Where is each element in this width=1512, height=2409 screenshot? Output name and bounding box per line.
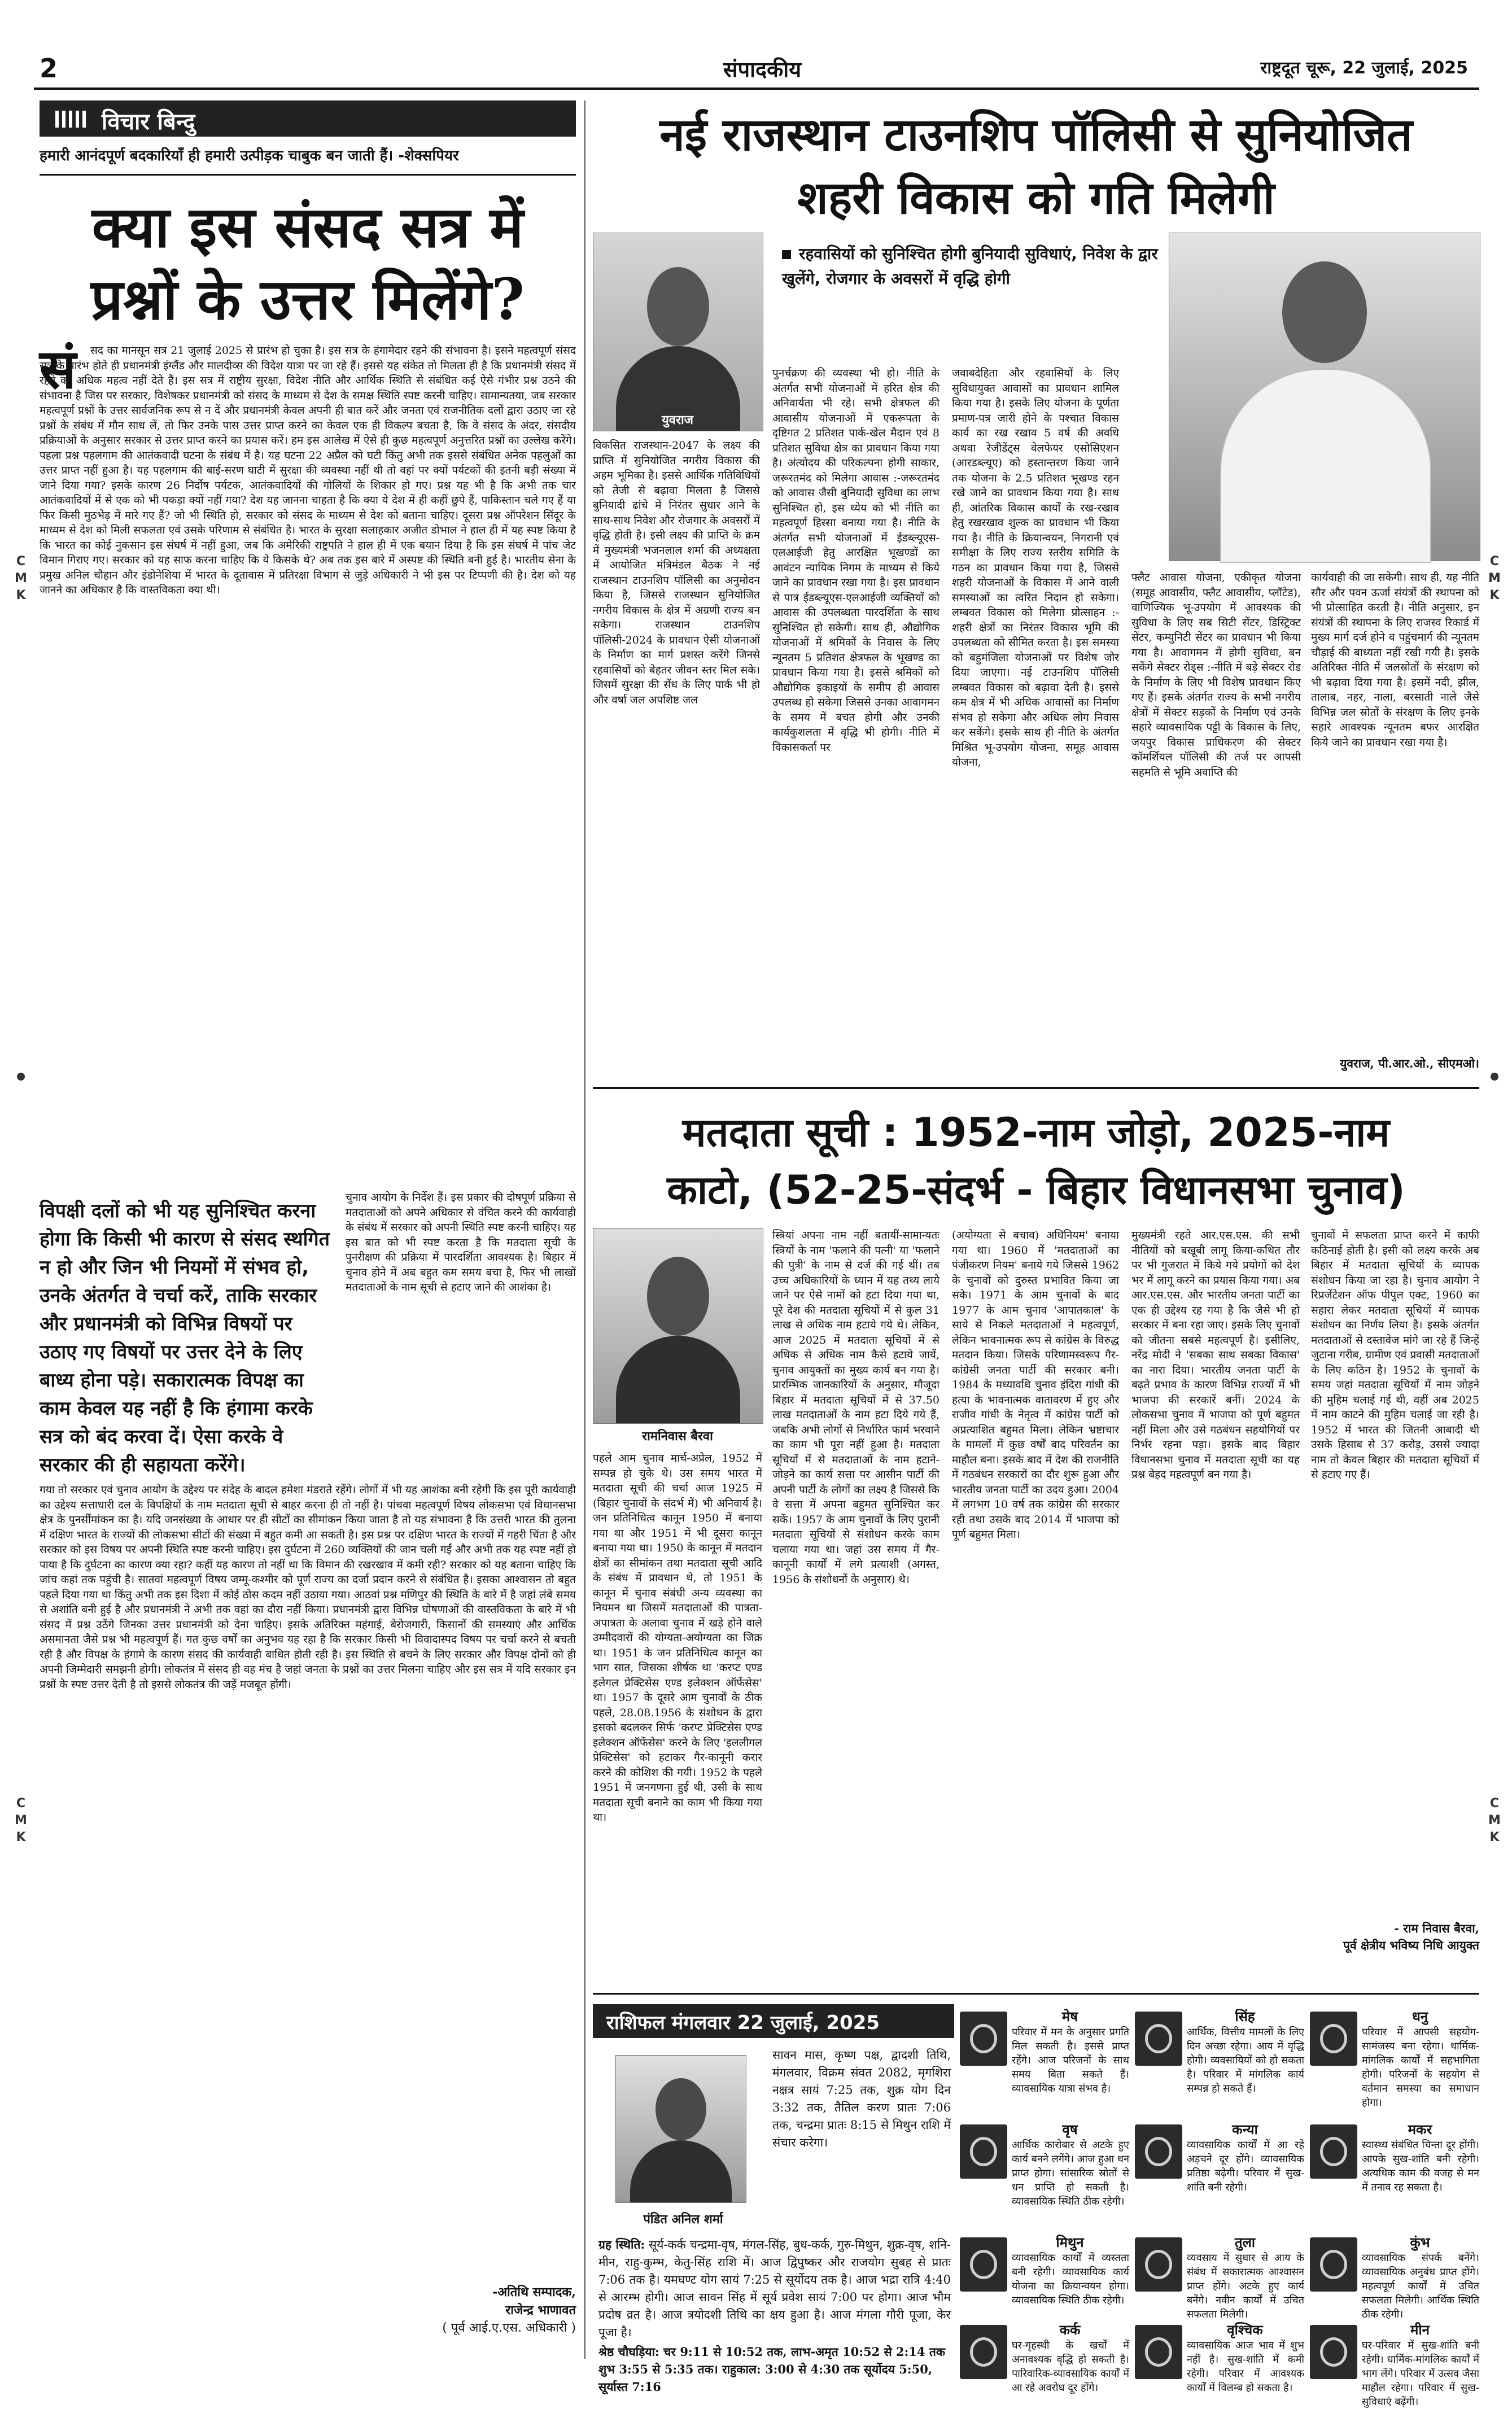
- aries-icon: [960, 2012, 1007, 2066]
- choghadiya-text: श्रेष्ठ चौघड़िया: चर 9:11 से 10:52 तक, लाभ-अमृत 10:52 से 2:14 तक शुभ 3:55 से 5:35 तक। राहुकाल: 3:00 से 4:30 तक सूर्योदय 5:50, सूर्यास्त 7:16: [598, 2345, 946, 2394]
- horoscope-tag: [593, 2004, 954, 2038]
- rashi-text: व्यवसाय में सुधार से आय के संबंध में सकारात्मक आश्वासन प्राप्त होंगे। अटके हुए कार्य बनेंगे। नवीन कार्यों में उचित सफलता मिलेगी।: [1187, 2252, 1304, 2320]
- township-article-col1: विकसित राजस्थान-2047 के लक्ष्य की प्राप्ति में सुनियोजित नगरीय विकास की अहम भूमिका है। इससे आर्थिक गतिविधियों को तेजी से बढ़ावा मिलता है जिससे बुनियादी ढांचे में निरंतर सुधार आने के साथ-साथ निवेश और रोजगार के अवसरों में वृद्धि होती है। इसी लक्ष्य की प्राप्ति के क्रम में मुख्यमंत्री भजनलाल शर्मा की अध्यक्षता में आयोजित मंत्रिमंडल बैठक ने नई राजस्थान टाउनशिप पॉलिसी का अनुमोदन किया है, जिससे राजस्थान सुनियोजित नगरीय विकास के क्षेत्र में अग्रणी राज्य बन सकेगा। राजस्थान टाउनशिप पॉलिसी-2024 के प्रावधान ऐसी योजनाओं के निर्माण का मार्ग प्रशस्त करेंगे जिनसे रहवासियों को बेहतर जीवन स्तर मिल सके। जिसमें सुरक्षा की सेंध के लिए पार्क भी हो और वर्षा जल अपशिष्ट जल: [593, 439, 760, 706]
- rashi-singh: [1135, 2007, 1304, 2114]
- township-article-col4: फ्लैट आवास योजना, एकीकृत योजना (समूह आवासीय, फ्लैट आवासीय, प्लॉटेड), वाणिज्यिक भू-उपयोग में आवश्यक की सुविधा के लिए सब सिटी सेंटर, डिस्ट्रिक्ट सेंटर, कम्युनिटी सेंटर का प्रावधान भी किया गया है। आवागमन में होगी सुविधा, बन सकेंगे सेक्टर रोड्स :-नीति में बड़े सेक्टर रोड के निर्माण के लिए भी विशेष प्रावधान किए गए हैं। इसके अंतर्गत राज्य के सभी नगरीय क्षेत्रों में सेक्टर सड़कों के निर्माण एवं उनके सहारे व्यावसायिक पट्टी के विकास के लिए, जयपुर विकास प्राधिकरण की सेक्टर कॉमर्शियल पॉलिसी की तर्ज पर आपसी सहमति से भूमि अवाप्ति की: [1131, 571, 1301, 779]
- editorial-byline-designation: ( पूर्व आई.ए.एस. अधिकारी ): [442, 2321, 576, 2335]
- reg-mark-m: M: [15, 571, 27, 585]
- registration-dot: [17, 1073, 25, 1081]
- reg-mark-k: K: [1489, 1830, 1500, 1844]
- scorpio-icon: [1135, 2325, 1182, 2379]
- rashi-vrishchik: [1135, 2320, 1304, 2397]
- author-photo: [593, 233, 763, 431]
- editorial-byline-role: -अतिथि सम्पादक,: [492, 2285, 576, 2299]
- reg-mark-k: K: [16, 1830, 26, 1844]
- reg-mark-c: C: [16, 554, 26, 569]
- township-article-byline: युवराज, पी.आर.ओ., सीएमओ।: [1340, 1056, 1479, 1070]
- registration-dot: [1491, 1073, 1498, 1081]
- vichar-bindu-label: विचार बिन्दु: [102, 109, 195, 135]
- township-article-col3: जवाबदेहिता और रहवासियों के लिए सुविधायुक्त आवासों का प्रावधान शामिल किया गया है। इसके लिए योजना के पूर्णता प्रमाण-पत्र जारी होने के पश्चात विकास कार्य का रख रखाव 5 वर्ष की अवधि अथवा रेजीडेंट्स वेलफेयर एसोसिएशन (आरडब्ल्यूए) को हस्तान्तरण किया जाने तक योजना के 2.5 प्रतिशत भूखण्ड रहन रखे जाने का प्रावधान किया गया है। साथ ही, आंतरिक विकास कार्यों के रख-रखाव हेतु रखरखाव शुल्क का प्रावधान भी किया गया है। नीति के क्रियान्वयन, निगरानी एवं समीक्षा के लिए राज्य स्तरीय समिति के गठन का प्रावधान किया गया है, जिससे शहरी योजनाओं के विकास में आने वाली समस्याओं का त्वरित निदान हो सकेगा। लम्बवत विकास को मिलेगा प्रोत्साहन :-शहरी क्षेत्रों का निरंतर विकास भूमि की उपलब्धता को सीमित करता है। इस समस्या को बहुमंजिला योजनाओं पर विशेष जोर दिया जाएगा। नई टाउनशिप पॉलिसी लम्बवत विकास को बढ़ावा देती है। इससे कम क्षेत्र में भी अधिक आवासों का निर्माण संभव हो सकेगा और अधिक लोग निवास कर सकेंगे। इसके साथ ही नीति के अंतर्गत मिश्रित भू-उपयोग योजना, समूह आवास योजना,: [952, 367, 1119, 768]
- gemini-icon: [960, 2237, 1007, 2292]
- capricorn-icon: [1310, 2124, 1357, 2179]
- virgo-icon: [1135, 2124, 1182, 2179]
- bullet-icon: [782, 250, 791, 259]
- editorial-headline: [40, 191, 576, 335]
- rashi-kanya: [1135, 2120, 1304, 2227]
- column-divider: [584, 100, 585, 2359]
- rashi-name: कर्क: [1059, 2322, 1081, 2338]
- rashi-name: मीन: [1410, 2322, 1430, 2338]
- leo-icon: [1135, 2012, 1182, 2066]
- article-divider: [593, 1993, 1479, 1995]
- author-photo: [593, 1228, 763, 1424]
- pull-quote: विपक्षी दलों को भी यह सुनिश्चित करना होगा कि किसी भी कारण से संसद स्थगित न हो और जिन भी नियमों में संभव हो, उनके अंतर्गत वे चर्चा करें, ताकि सरकार और प्रधानमंत्री को विभिन्न विषयों पर उठाए गए विषयों पर उत्तर देने के लिए बाध्य होना पड़े। सकारात्मक विपक्ष का काम केवल यह नहीं है कि हंगामा करके सत्र को बंद करवा दें। ऐसा करके वे सरकार की ही सहायता करेंगे।: [40, 1200, 330, 1476]
- reg-mark-k: K: [16, 588, 26, 602]
- horoscope-tag-label: राशिफल मंगलवार 22 जुलाई, 2025: [606, 2012, 880, 2034]
- registration-marks-right-top: [1486, 553, 1503, 604]
- voter-article-col2: स्त्रियां अपना नाम नहीं बतायीं-सामान्यतः स्त्रियों के नाम 'फलाने की पत्नी' या 'फलाने की पुत्री' के नाम से दर्ज की गई थीं। तब उच्च अधिकारियों के ध्यान में यह तथ्य लाये जाने पर ऐसे नामों को हटा दिया गया था, पूरे देश की मतदाता सूचियों में से कुल 31 लाख से अधिक नाम हटाये गये थे। लेकिन, आज 2025 में मतदाता सूचियों में से अधिक से अधिक नाम कैसे हटाये जायें, चुनाव आयुक्तों का मुख्य कार्य बन गया है। प्रारम्भिक जानकारियों के अनुसार, मौजूदा बिहार में मतदाता सूचियों में से 37.50 लाख मतदाताओं के नाम हटा दिये गये हैं, जबकि अभी लोगों से निर्धारित फार्म भरवाने का काम भी पूरा नहीं हुआ है। मतदाता सूचियों में से मतदाताओं के नाम हटाने-जोड़ने का कार्य सत्ता पर आसीन पार्टी की अपनी पार्टी के लोगों का लक्ष्य है जिससे कि वे सत्ता में अपना बहुमत सुनिश्चित कर सकें। 1957 के आम चुनावों के लिए पुरानी मतदाता सूचियों से संशोधन करके काम चलाया गया था। जहां उस समय में गैर-कानूनी कार्यों में लगे प्रत्याशी (अगस्त, 1956 के संशोधनों के अनुसार) थे।: [772, 1229, 939, 1586]
- township-article-headline: [593, 103, 1479, 229]
- rashi-kark: [960, 2320, 1129, 2397]
- township-headline-line1: नई राजस्थान टाउनशिप पॉलिसी से सुनियोजित: [659, 108, 1413, 161]
- voter-headline-line1: मतदाता सूची : 1952-नाम जोड़ो, 2025-नाम: [682, 1109, 1390, 1156]
- rashi-text: व्यावसायिक आज भाव में शुभ नहीं है। सुख-शांति में कमी रहेगी। परिवार में आवश्यक कार्यों में विलम्ब हो सकता है।: [1187, 2340, 1304, 2394]
- township-article-col5: कार्यवाही की जा सकेगी। साथ ही, यह नीति सौर और पवन ऊर्जा संयंत्रों की स्थापना को भी प्रोत्साहित करती है। नीति अनुसार, इन संयंत्रों की स्थापना के लिए राजस्व रिकार्ड में मुख्य मार्ग दर्ज होने व पहुंचमार्ग की न्यूनतम चौड़ाई की बाध्यता नहीं रखी गयी है। इसके अतिरिक्त नीति में जलस्रोतों के संरक्षण को भी बढ़ावा दिया गया है। इसमें नदी, झील, तालाब, नहर, नाला, बरसाती नाले जैसे विभिन्न जल स्रोतों के संरक्षण के लिए इनके सहारे आवश्यक न्यूनतम बफर आरक्षित किये जाने का प्रावधान रखा गया है।: [1311, 571, 1479, 749]
- voter-article-col5: चुनावों में सफलता प्राप्त करने में काफी कठिनाई होती है। इसी को लक्ष्य करके अब बिहार में मतदाता सूचियों के व्यापक संशोधन किया जा रहा है। चुनाव आयोग ने रिप्रजेंटेशन ऑफ पीपुल एक्ट, 1960 का सहारा लेकर मतदाता सूचियों में व्यापक संशोधन का निर्णय लिया है। इसके अंतर्गत मतदाताओं से दस्तावेज मांगे जा रहे हैं जिन्हें जुटाना गरीब, ग्रामीण एवं प्रवासी मतदाताओं के लिए कठिन है। 1952 के चुनावों के समय जहां मतदाता सूचियों में नाम जोड़ने की मुहिम चलाई गई थी, वहीं अब 2025 में नाम काटने की मुहिम चलाई जा रही है। 1952 में भारत की जितनी आबादी थी उसके हिसाब से 37 करोड़, उससे ज्यादा नाम तो केवल बिहार की मतदाता सूचियों में से हटाए गए हैं।: [1311, 1229, 1479, 1481]
- voter-article-col4: मुख्यमंत्री रहते आर.एस.एस. की सभी नीतियों को बखूबी लागू किया-कथित तौर पर भी गुजरात में किये गये प्रयोगों को देश भर में लागू करने का प्रयास किया गया। अब आर.एस.एस. और भारतीय जनता पार्टी का एक ही उद्देश्य रह गया है कि जैसे भी हो सरकार में बना रहा जाए। इसके लिए चुनावों को जीतना सबसे महत्वपूर्ण है। इसीलिए, नरेंद्र मोदी ने 'सबका साथ सबका विकास' का नारा दिया। भारतीय जनता पार्टी के बढ़ते प्रभाव के कारण विभिन्न राज्यों में भी भाजपा की सरकारें बनीं। 2024 के लोकसभा चुनाव में भाजपा को पूर्ण बहुमत नहीं मिला और उसे गठबंधन सहयोगियों पर निर्भर रहना पड़ा। इसके बाद बिहार विधानसभा चुनाव में मतदाता सूची का यह प्रश्न बेहद महत्वपूर्ण बन गया है।: [1131, 1229, 1300, 1481]
- editorial-headline-line1: क्या इस संसद सत्र में: [91, 194, 524, 260]
- rashi-meen: [1310, 2320, 1479, 2408]
- cancer-icon: [960, 2325, 1007, 2379]
- rashi-text: व्यावसायिक संपर्क बनेंगे। व्यावसायिक अनुबंध प्राप्त होंगे। महत्वपूर्ण कार्यों में उचित सफलता मिलेगी। आर्थिक स्थिति ठीक रहेगी।: [1362, 2252, 1479, 2320]
- article-divider: [593, 1087, 1479, 1089]
- reg-mark-m: M: [15, 1813, 27, 1827]
- editorial-body-part1: [40, 337, 576, 1190]
- panchang-text: सावन मास, कृष्ण पक्ष, द्वादशी तिथि, मंगलवार, विक्रम संवत 2082, मृगशिरा नक्षत्र सायं 7:25 तक, शुक्र योग दिन 3:32 तक, तैतिल करण प्रातः 7:06 तक, चन्द्रमा प्रातः 8:15 से मिथुन राशि में संचार करेगा।: [772, 2048, 951, 2149]
- header-rule: [34, 88, 1479, 90]
- masthead: राष्ट्रदूत चूरू, 22 जुलाई, 2025: [1260, 58, 1468, 78]
- pisces-icon: [1310, 2325, 1357, 2379]
- author-photo-caption: युवराज: [661, 413, 693, 427]
- rashi-name: सिंह: [1235, 2009, 1255, 2025]
- thought-quote: हमारी आनंदपूर्ण बदकारियाँ ही हमारी उत्पीड़क चाबुक बन जाती हैं। -शेक्सपियर: [40, 147, 459, 164]
- graha-sthiti-text: सूर्य-कर्क चन्द्रमा-वृष, मंगल-सिंह, बुध-कर्क, गुरु-मिथुन, शुक्र-वृष, शनि-मीन, राहु-कुम्भ, केतु-सिंह राशि में। आज द्विपुष्कर और राजयोग सुबह से प्रातः 7:06 तक है। यमघण्ट योग सायं 7:25 से सूर्योदय तक है। आज भद्रा रात्रि 4:40 से आरम्भ होगी। आज सावन सिंह में सूर्य प्रवेश सायं 7:00 पर होगा। आज भौम प्रदोष व्रत है। आज त्रयोदशी तिथि का क्षय हुआ है। आज मंगला गौरी पूजा, केर पूजा है।: [598, 2238, 951, 2339]
- reg-mark-c: C: [16, 1796, 26, 1811]
- reg-mark-m: M: [1488, 571, 1501, 585]
- township-article-deck: [782, 242, 1188, 291]
- reg-mark-c: C: [1489, 554, 1500, 569]
- registration-marks-right-bottom: [1486, 1795, 1503, 1846]
- quote-divider: [40, 174, 576, 176]
- page-number: 2: [40, 53, 58, 84]
- rashi-text: परिवार में आपसी सहयोग-सामंजस्य बना रहेगा। धार्मिक-मांगलिक कार्यों में सहभागिता होगी। परिजनों के सहयोग से वर्तमान समस्या का समाधान होगा।: [1362, 2026, 1479, 2109]
- rashi-text: आर्थिक, वित्तीय मामलों के लिए दिन अच्छा रहेगा। आय में वृद्धि होगी। व्यवसायियों को हो सकता है। परिवार में मांगलिक कार्य सम्पन्न हो सकते हैं।: [1187, 2026, 1304, 2095]
- rashi-dhanu: [1310, 2007, 1479, 2114]
- voter-article-col3: (अयोग्यता से बचाव) अधिनियम' बनाया गया था। 1960 में 'मतदाताओं का पंजीकरण नियम' बनाये गये जिससे 1962 के चुनावों को दुरुस्त प्रभावित किया जा सके। 1971 के आम चुनावों के बाद 1977 के आम चुनाव 'आपातकाल' के साये से निकले मतदाताओं ने महत्वपूर्ण, लेकिन भावनात्मक रूप से कांग्रेस के विरुद्ध मतदान किया। जिसके परिणामस्वरूप गैर-कांग्रेसी जनता पार्टी की सरकार बनी। 1984 के मध्यावधि चुनाव इंदिरा गांधी की हत्या के भावनात्मक वातावरण में हुए और राजीव गांधी के नेतृत्व में कांग्रेस पार्टी को अप्रत्याशित बहुमत मिला। लेकिन भ्रष्टाचार के मामलों में कुछ वर्षों बाद परिवर्तन का माहौल बना। इसके बाद में देश की राजनीति में गठबंधन सरकारों का दौर शुरू हुआ और भारतीय जनता पार्टी का उदय हुआ। 2004 में लगभग 10 वर्ष तक कांग्रेस की सरकार रही तथा उसके बाद 2014 में भाजपा को पूर्ण बहुमत मिला।: [952, 1229, 1119, 1541]
- graha-sthiti-label: ग्रह स्थिति:: [598, 2237, 645, 2251]
- voter-list-article-headline: [593, 1104, 1479, 1219]
- rashi-makar: [1310, 2120, 1479, 2227]
- rashi-text: व्यावसायिक कार्यों में व्यस्तता बनी रहेगी। व्यावसायिक कार्य योजना का क्रियान्वयन होगा। व्यावसायिक स्थिति ठीक रहेगी।: [1012, 2252, 1129, 2306]
- voter-article-byline-name: - राम निवास बैरवा,: [1394, 1921, 1479, 1935]
- rashi-text: परिवार में मन के अनुसार प्रगति मिल सकती है। इससे प्राप्त रहेंगे। आज परिजनों के साथ समय बिता सकते हैं। व्यावसायिक यात्रा संभव है।: [1012, 2026, 1129, 2095]
- rashi-name: वृष: [1062, 2122, 1078, 2137]
- astrologer-name: पंडित अनिल शर्मा: [643, 2213, 723, 2227]
- township-article-col2: पुनर्चक्रण की व्यवस्था भी हो। नीति के अंतर्गत सभी योजनाओं में हरित क्षेत्र की अनिवार्यता भी रहे। सभी क्षेत्रफल की आवासीय योजनाओं में एकरूपता के दृष्टिगत 2 प्रतिशत पार्क-खेल मैदान एवं 8 प्रतिशत सुविधा क्षेत्र का प्रावधान किया गया है। अंत्योदय की परिकल्पना होगी साकार, जरूरतमंद को मिलेगा आवास :-जरूरतमंद को आवास जैसी बुनियादी सुविधा का लाभ सुनिश्चित हो, इस ध्येय को भी नीति का महत्वपूर्ण हिस्सा बनाया गया है। नीति के अंतर्गत सभी योजनाओं में ईडब्ल्यूएस-एलआईजी हेतु आरक्षित भूखण्डों का आवंटन न्यायिक निगम के माध्यम से किये जाने का प्रावधान रखा गया है। इस प्रावधान से पात्र ईडब्ल्यूएस-एलआईजी व्यक्तियों को आवास की उपलब्धता पारदर्शिता के साथ सुनिश्चित हो सकेगी। साथ ही, औद्योगिक योजनाओं में श्रमिकों के निवास के लिए न्यूनतम 5 प्रतिशत क्षेत्रफल के भूखण्ड का प्रावधान किया गया है। इससे श्रमिकों को औद्योगिक इकाइयों के समीप ही आवास उपलब्ध हो सकेगा जिससे उनका आवागमन के समय में बचत होगी और उनकी कार्यकुशलता में वृद्धि भी होगी। नीति में विकासकर्ता पर: [772, 367, 939, 754]
- registration-marks-left-top: [12, 553, 29, 604]
- sagittarius-icon: [1310, 2012, 1357, 2066]
- graha-sthiti: [598, 2236, 951, 2341]
- libra-icon: [1135, 2237, 1182, 2292]
- astrologer-photo: [615, 2055, 746, 2203]
- rashi-name: मेष: [1061, 2009, 1078, 2025]
- taurus-icon: [960, 2124, 1007, 2179]
- rashi-name: कुंभ: [1410, 2235, 1430, 2250]
- voter-headline-line2: काटो, (52-25-संदर्भ - बिहार विधानसभा चुनाव): [667, 1167, 1405, 1213]
- township-deck-text: रहवासियों को सुनिश्चित होगी बुनियादी सुविधाएं, निवेश के द्वार खुलेंगे, रोजगार के अवसरों में वृद्धि होगी: [782, 244, 1158, 288]
- section-title: संपादकीय: [723, 57, 802, 82]
- rashi-name: वृश्चिक: [1227, 2322, 1263, 2338]
- reg-mark-k: K: [1489, 588, 1500, 602]
- chief-minister-photo: [1169, 233, 1480, 561]
- rashi-vrish: [960, 2120, 1129, 2227]
- rashi-text: आर्थिक कारोबार से अटके हुए कार्य बनने लगेंगे। आज हुआ धन प्राप्त होगा। सांसारिक स्रोतों से धन प्राप्ति हो सकती है। व्यावसायिक स्थिति ठीक रहेगी।: [1012, 2139, 1129, 2207]
- drop-cap: सं: [40, 337, 76, 401]
- rashi-text: घर-गृहस्थी के खर्चों में अनावश्यक वृद्धि हो सकती है। पारिवारिक-व्यावसायिक कार्यों में आ रहे अवरोध दूर होंगे।: [1012, 2340, 1129, 2394]
- reg-mark-c: C: [1489, 1796, 1500, 1811]
- voter-article-col1: पहले आम चुनाव मार्च-अप्रेल, 1952 में सम्पन्न हो चुके थे। उस समय भारत में मतदाता सूची की चर्चा आज 1925 में (बिहार चुनावों के संदर्भ में) भी अनिवार्य है। जन प्रतिनिधित्व कानून 1950 में बनाया गया था और 1951 में भी दूसरा कानून बनाया गया था। 1950 के कानून में मतदान क्षेत्रों का सीमांकन तथा मतदाता सूची आदि के संबंध में प्रावधान थे, तो 1951 के कानून में चुनाव संबंधी अन्य व्यवस्था का नियमन था जिसमें मतदाताओं की पात्रता-अपात्रता के अलावा चुनाव में खड़े होने वाले उम्मीदवारों की योग्यता-अयोग्यता का जिक्र था। 1951 के जन प्रतिनिधित्व कानून का भाग सात, जिसका शीर्षक था 'करप्ट एण्ड इलेगल प्रेक्टिसेस एण्ड इलेक्शन ऑफेंसेस' था। 1957 के दूसरे आम चुनावों के ठीक पहले, 28.08.1956 के संशोधन के द्वारा इसको बदलकर सिर्फ 'करप्ट प्रेक्टिसेस एण्ड इलेक्शन ऑफेंसेस' करने के लिए 'इललीगल प्रेक्टिसेस' को हटाकर गैर-कानूनी करार करने की कोशिश की गयी। 1952 के पहले 1951 में जनगणना हुई थी, उसी के साथ मतदाता सूची बनाने का काम भी किया गया था।: [593, 1452, 762, 1824]
- aquarius-icon: [1310, 2237, 1357, 2292]
- editorial-headline-line2: प्रश्नों के उत्तर मिलेंगे?: [91, 266, 525, 333]
- reg-mark-m: M: [1488, 1813, 1501, 1827]
- rashi-name: कन्या: [1232, 2122, 1258, 2137]
- rashi-name: मिथुन: [1056, 2235, 1084, 2250]
- voter-article-byline-designation: पूर्व क्षेत्रीय भविष्य निधि आयुक्त: [1343, 1938, 1479, 1952]
- editorial-body-part2: चुनाव आयोग के निर्देश हैं। इस प्रकार की दोषपूर्ण प्रक्रिया से मतदाताओं को अपने अधिकार से वंचित करने की कार्यवाही के संबंध में सरकार को अपनी स्थिति स्पष्ट करनी चाहिए। यह इस बात को भी स्पष्ट करता है कि मतदाता सूची के पुनरीक्षण की प्रक्रिया में पारदर्शिता आवश्यक है। बिहार में चुनाव होने में अब बहुत कम समय बचा है, फिर भी लाखों मतदाताओं के नाम सूची से हटाए जाने की आशंका है।: [346, 1191, 576, 1293]
- rashi-name: तुला: [1234, 2235, 1256, 2250]
- rashi-mesh: [960, 2007, 1129, 2114]
- author-photo-caption: रामनिवास बैरवा: [642, 1429, 713, 1444]
- rashi-text: व्यावसायिक कार्यों में आ रहे अड़चने दूर होंगे। व्यावसायिक प्रतिष्ठा बढ़ेगी। परिवार में सुख-शांति बनी रहेगी।: [1187, 2139, 1304, 2193]
- editorial-byline-name: राजेन्द्र भाणावत: [505, 2303, 576, 2318]
- rashi-text: घर-परिवार में सुख-शांति बनी रहेगी। धार्मिक-मांगलिक कार्यों में भाग लेंगे। परिवार में उत्सव जैसा माहौल रहेगा। परिवार में सुख-सुविधाएं बढ़ेंगी।: [1362, 2340, 1479, 2408]
- township-headline-line2: शहरी विकास को गति मिलेगी: [797, 171, 1275, 224]
- vichar-bindu-tag: [40, 100, 576, 137]
- registration-marks-left-bottom: [12, 1795, 29, 1846]
- editorial-body-text1: सद का मानसून सत्र 21 जुलाई 2025 से प्रारंभ हो चुका है। इस सत्र के हंगामेदार रहने की संभावना है। इसने महत्वपूर्ण संसद सत्र के प्रारंभ होते ही प्रधानमंत्री इंग्लैंड और मालदीव्स की विदेश यात्रा पर जा रहे हैं। इससे यह संकेत तो मिलता ही है कि प्रधानमंत्री संसद में रहने को अधिक महत्व नहीं देते हैं। इस सत्र में राष्ट्रीय सुरक्षा, विदेश नीति और आर्थिक स्थिति से संबंधित कई ऐसे गंभीर प्रश्न उठने की संभावना है जिस पर सरकार, विशेषकर प्रधानमंत्री को संसद के माध्यम से देश के समक्ष स्थिति स्पष्ट करनी चाहिए। सामान्यतया, जब सरकार महत्वपूर्ण प्रश्नों के उत्तर सार्वजनिक रूप से न दें और प्रधानमंत्री केवल अपनी ही बात करें और जनता एवं राजनीतिक दलों द्वारा उठाए जा रहे प्रश्नों के संबंध में मौन साध लें, तो फिर उनके पास उत्तर प्राप्त करने का केवल एक ही विकल्प बचता है, कि वे संसद के अंदर, संसदीय प्रक्रियाओं के अनुसार सरकार से उत्तर प्राप्त करने का प्रयास करें। हम इस आलेख में ऐसे ही कुछ महत्वपूर्ण अनुत्तरित प्रश्नों का उल्लेख करेंगे। पहला प्रश्न पहलगाम की आतंकवादी घटना के संबंध में है। यह घटना 22 अप्रैल को घटी किंतु अभी तक इससे संबंधित अनेक पहलुओं का उत्तर प्राप्त नहीं हुआ है। यह पहलगाम की बाई-सरण घाटी में सुरक्षा की व्यवस्था नहीं थी तो वहां पर क्यों पर्यटकों की इतनी बड़ी संख्या में जाने दिया गया? इसके कारण 26 निर्दोष पर्यटक, आतंकवादियों की गोलियों के शिकार हो गए। प्रश्न यह भी है कि अभी तक चार आतंकवादियों में से एक को भी पकड़ा क्यों नहीं गया? देश यह जानना चाहता है कि क्या ये देश में ही कहीं छुपे हैं, पाकिस्तान चले गए हैं या फिर किसी मुठभेड़ में मारे गए हैं? जो भी स्थिति हो, सरकार को संसद के माध्यम से देश को बताना चाहिए। दूसरा प्रश्न ऑपरेशन सिंदूर के माध्यम से देश को मिली सफलता एवं उसके परिणाम से संबंधित है। भारत के सुरक्षा सलाहकार अजीत डोभाल ने हाल ही में यह स्पष्ट किया है कि भारत का कोई नुकसान इस संघर्ष में नहीं हुआ, जब कि अमेरिकी राष्ट्रपति ने हाल ही में एक बयान दिया है कि इस संघर्ष में पांच जेट विमान गिराए गए। सरकार को यह साफ करना चाहिए कि ये किसके थे? अब तक इस बारे में अस्पष्ट की स्थिति बनी हुई है। भारतीय सेना के प्रमुख अनिल चौहान और इंडोनेशिया में भारत के दूतावास में प्रतिरक्षा विभाग से जुड़े अधिकारी ने भी इस पर टिप्पणी की है। देश को यह जानने का अधिकार है कि वास्तविकता क्या थी।: [40, 344, 576, 596]
- rashi-name: मकर: [1408, 2122, 1432, 2137]
- editorial-body-part3: गया तो सरकार एवं चुनाव आयोग के उद्देश्य पर संदेह के बादल हमेशा मंडराते रहेंगे। लोगों में भी यह आशंका बनी रहेगी कि इस पूरी कार्यवाही का उद्देश्य सत्ताधारी दल के विपक्षियों के नाम मतदाता सूची से बाहर करना ही तो नहीं है। पांचवा महत्वपूर्ण विषय लोकसभा एवं विधानसभा क्षेत्र के पुनर्सीमांकन का है। यदि जनसंख्या के आधार पर ही सीटों का सीमांकन किया जाता है तो यह संभावना है कि उत्तरी भारत की तुलना में दक्षिण भारत के राज्यों की लोकसभा सीटों की संख्या में बहुत कमी आ सकती है। इस प्रश्न पर दक्षिण भारत के राज्यों में गहरी चिंता है और सरकार को इस विषय पर अपनी स्थिति स्पष्ट करनी चाहिए। इस दुर्घटना में 260 व्यक्तियों की जान चली गईं और अभी तक यह स्पष्ट नहीं हो पाया है कि दुर्घटना का कारण क्या रहा? कहीं यह कारण तो नहीं था कि विमान की रखरखाव में कमी रही? सरकार को यह बताना चाहिए कि जांच कहां तक पहुंची है। सातवां महत्वपूर्ण विषय जम्मू-कश्मीर को पूर्ण राज्य का दर्जा प्रदान करने से संबंधित है। इसका आश्वासन तो बहुत पहले दिया गया था किंतु अभी तक इस दिशा में कोई ठोस कदम नहीं उठाया गया। आठवां प्रश्न मणिपुर की स्थिति के बारे में है जहां लंबे समय से अशांति बनी हुई है और प्रधानमंत्री ने अभी तक वहां का दौरा नहीं किया। प्रधानमंत्री द्वारा विभिन्न घोषणाओं की वास्तविकता के बारे में भी संसद में प्रश्न उठेंगे जिनका उत्तर प्रधानमंत्री को देना चाहिए। इसके अतिरिक्त महंगाई, बेरोजगारी, किसानों की समस्याएं और आर्थिक असमानता जैसे प्रश्न भी महत्वपूर्ण हैं। गत कुछ वर्षों का अनुभव यह रहा है कि सरकार किसी भी विवादास्पद विषय पर चर्चा करने से बचती रही है और विपक्ष के हंगामे के कारण संसद की कार्यवाही बाधित होती रही है। इस स्थिति से बचने के लिए सरकार और विपक्ष दोनों को ही अपनी जिम्मेदारी समझनी होगी। लोकतंत्र में संसद ही वह मंच है जहां जनता के प्रश्नों का उत्तर मिलना चाहिए और इस सत्र में यदि सरकार इन प्रश्नों के स्पष्ट उत्तर देती है तो इससे लोकतंत्र की जड़ें मजबूत होंगी।: [40, 1484, 576, 1691]
- rashi-text: स्वास्थ्य संबंधित चिन्ता दूर होंगी। आपके सुख-शांति बनी रहेगी। अत्यधिक काम की वजह से मन में तनाव रह सकता है।: [1362, 2139, 1479, 2193]
- rashi-name: धनु: [1412, 2009, 1428, 2025]
